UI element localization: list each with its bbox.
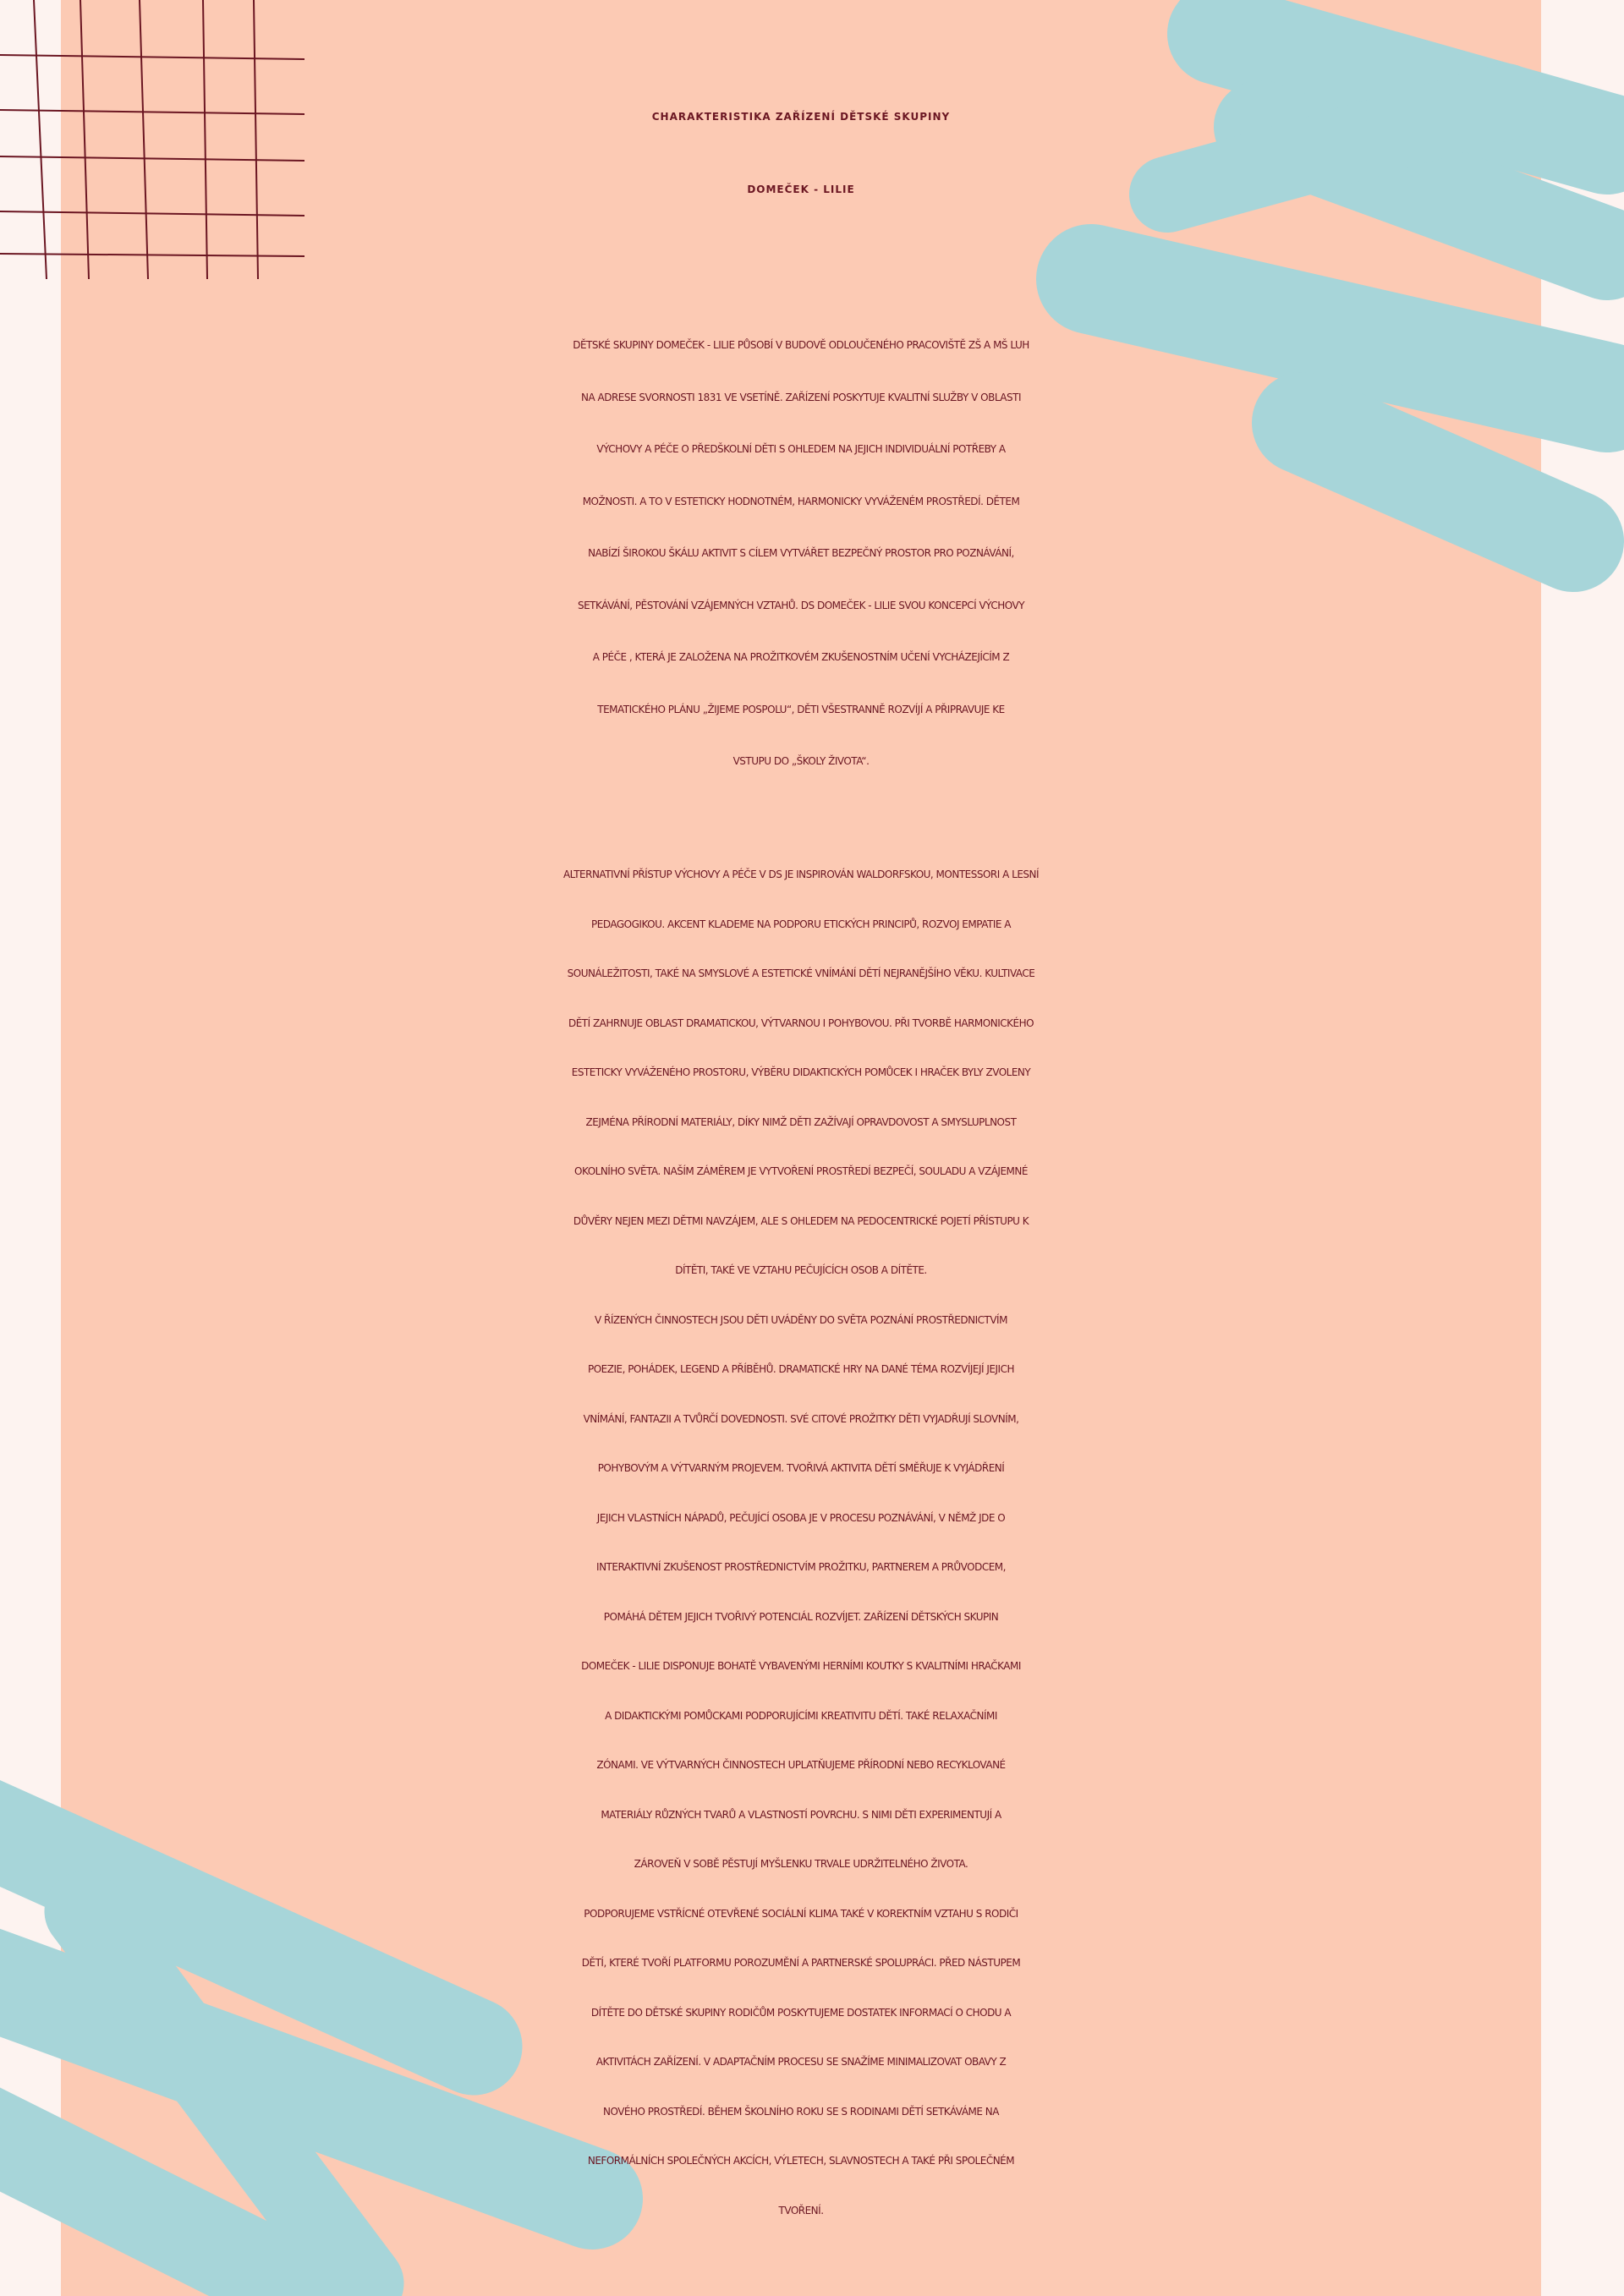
text-line: VNÍMÁNÍ, FANTAZII A TVŮRČÍ DOVEDNOSTI. SVÉ CITOVÉ PROŽITKY DĚTI VYJADŘUJÍ SLOVNÍM, [583,1412,1019,1425]
text-line: TEMATICKÉHO PLÁNU „ŽIJEME POSPOLU“, DĚTI VŠESTRANNĚ ROZVÍJÍ A PŘIPRAVUJE KE [597,703,1005,715]
text-line: TVOŘENÍ. [778,2204,824,2217]
text-line: V ŘÍZENÝCH ČINNOSTECH JSOU DĚTI UVÁDĚNY DO SVĚTA POZNÁNÍ PROSTŘEDNICTVÍM [595,1313,1007,1326]
text-line: PEDAGOGIKOU. AKCENT KLADEME NA PODPORU ETICKÝCH PRINCIPŮ, ROZVOJ EMPATIE A [591,918,1011,930]
text-line: MATERIÁLY RŮZNÝCH TVARŮ A VLASTNOSTÍ POVRCHU. S NIMI DĚTI EXPERIMENTUJÍ A [601,1808,1001,1821]
text-line: SETKÁVÁNÍ, PĚSTOVÁNÍ VZÁJEMNÝCH VZTAHŮ. DS DOMEČEK - LILIE SVOU KONCEPCÍ VÝCHOVY [577,599,1025,611]
document-title [61,80,1541,226]
text-line: AKTIVITÁCH ZAŘÍZENÍ. V ADAPTAČNÍM PROCESU SE SNAŽÍME MINIMALIZOVAT OBAVY Z [595,2056,1007,2068]
text-line: DÍTĚTI, TAKÉ VE VZTAHU PEČUJÍCÍCH OSOB A DÍTĚTE. [675,1264,927,1276]
text-line: SOUNÁLEŽITOSTI, TAKÉ NA SMYSLOVÉ A ESTETICKÉ VNÍMÁNÍ DĚTÍ NEJRANĚJŠÍHO VĚKU. KULTIVACE [567,967,1035,979]
text-line: NOVÉHO PROSTŘEDÍ. BĚHEM ŠKOLNÍHO ROKU SE S RODINAMI DĚTÍ SETKÁVÁME NA [603,2105,999,2118]
text-line: VSTUPU DO „ŠKOLY ŽIVOTA“. [732,755,870,767]
text-line: DÍTĚTE DO DĚTSKÉ SKUPINY RODIČŮM POSKYTUJEME DOSTATEK INFORMACÍ O CHODU A [590,2006,1012,2019]
intro-paragraph [61,320,1541,788]
text-line: ALTERNATIVNÍ PŘÍSTUP VÝCHOVY A PÉČE V DS JE INSPIROVÁN WALDORFSKOU, MONTESSORI A LESNÍ [562,869,1040,880]
text-line: INTERAKTIVNÍ ZKUŠENOST PROSTŘEDNICTVÍM PROŽITKU, PARTNEREM A PRŮVODCEM, [596,1561,1006,1573]
text-line: NA ADRESE SVORNOSTI 1831 VE VSETÍNĚ. ZAŘÍZENÍ POSKYTUJE KVALITNÍ SLUŽBY V OBLASTI [581,391,1021,403]
text-line: ZÁROVEŇ V SOBĚ PĚSTUJÍ MYŠLENKU TRVALE UDRŽITELNÉHO ŽIVOTA. [634,1858,968,1870]
text-line: ESTETICKY VYVÁŽENÉHO PROSTORU, VÝBĚRU DIDAKTICKÝCH POMŮCEK I HRAČEK BYLY ZVOLENY [571,1066,1031,1078]
main-paragraph [61,850,1541,2235]
title-line-1: CHARAKTERISTIKA ZAŘÍZENÍ DĚTSKÉ SKUPINY [651,111,951,123]
text-line: DĚTSKÉ SKUPINY DOMEČEK - LILIE PŮSOBÍ V BUDOVĚ ODLOUČENÉHO PRACOVIŠTĚ ZŠ A MŠ LUH [573,339,1029,351]
text-line: MOŽNOSTI. A TO V ESTETICKY HODNOTNÉM, HARMONICKY VYVÁŽENÉM PROSTŘEDÍ. DĚTEM [582,495,1020,507]
document-content [61,0,1541,2296]
text-line: NEFORMÁLNÍCH SPOLEČNÝCH AKCÍCH, VÝLETECH, SLAVNOSTECH A TAKÉ PŘI SPOLEČNÉM [587,2155,1015,2167]
text-line: ZÓNAMI. VE VÝTVARNÝCH ČINNOSTECH UPLATŇUJEME PŘÍRODNÍ NEBO RECYKLOVANÉ [596,1759,1006,1771]
text-line: POEZIE, POHÁDEK, LEGEND A PŘÍBĚHŮ. DRAMATICKÉ HRY NA DANÉ TÉMA ROZVÍJEJÍ JEJICH [588,1363,1014,1375]
text-line: DĚTÍ, KTERÉ TVOŘÍ PLATFORMU POROZUMĚNÍ A PARTNERSKÉ SPOLUPRÁCI. PŘED NÁSTUPEM [581,1957,1021,1969]
text-line: ZEJMÉNA PŘÍRODNÍ MATERIÁLY, DÍKY NIMŽ DĚTI ZAŽÍVAJÍ OPRAVDOVOST A SMYSLUPLNOST [585,1115,1017,1128]
text-line: VÝCHOVY A PÉČE O PŘEDŠKOLNÍ DĚTI S OHLEDEM NA JEJICH INDIVIDUÁLNÍ POTŘEBY A [596,443,1006,455]
text-line: NABÍZÍ ŠIROKOU ŠKÁLU AKTIVIT S CÍLEM VYTVÁŘET BEZPEČNÝ PROSTOR PRO POZNÁVÁNÍ, [588,547,1014,559]
text-line: PODPORUJEME VSTŘÍCNÉ OTEVŘENÉ SOCIÁLNÍ KLIMA TAKÉ V KOREKTNÍM VZTAHU S RODIČI [584,1907,1018,1920]
text-line: DĚTÍ ZAHRNUJE OBLAST DRAMATICKOU, VÝTVARNOU I POHYBOVOU. PŘI TVORBĚ HARMONICKÉHO [568,1016,1034,1029]
text-line: DŮVĚRY NEJEN MEZI DĚTMI NAVZÁJEM, ALE S OHLEDEM NA PEDOCENTRICKÉ POJETÍ PŘÍSTUPU K [573,1214,1029,1227]
text-line: A DIDAKTICKÝMI POMŮCKAMI PODPORUJÍCÍMI KREATIVITU DĚTÍ. TAKÉ RELAXAČNÍMI [605,1709,997,1722]
text-line: POHYBOVÝM A VÝTVARNÝM PROJEVEM. TVOŘIVÁ AKTIVITA DĚTÍ SMĚŘUJE K VYJÁDŘENÍ [597,1462,1005,1474]
text-line: POMÁHÁ DĚTEM JEJICH TVOŘIVÝ POTENCIÁL ROZVÍJET. ZAŘÍZENÍ DĚTSKÝCH SKUPIN [603,1610,999,1623]
text-line: JEJICH VLASTNÍCH NÁPADŮ, PEČUJÍCÍ OSOBA JE V PROCESU POZNÁVÁNÍ, V NĚMŽ JDE O [596,1511,1006,1524]
title-line-2: DOMEČEK - LILIE [747,184,855,195]
text-line: DOMEČEK - LILIE DISPONUJE BOHATĚ VYBAVENÝMI HERNÍMI KOUTKY S KVALITNÍMI HRAČKAMI [581,1660,1021,1672]
text-line: A PÉČE , KTERÁ JE ZALOŽENA NA PROŽITKOVÉM ZKUŠENOSTNÍM UČENÍ VYCHÁZEJÍCÍM Z [592,651,1010,663]
text-line: OKOLNÍHO SVĚTA. NAŠÍM ZÁMĚREM JE VYTVOŘENÍ PROSTŘEDÍ BEZPEČÍ, SOULADU A VZÁJEMNÉ [574,1165,1028,1177]
